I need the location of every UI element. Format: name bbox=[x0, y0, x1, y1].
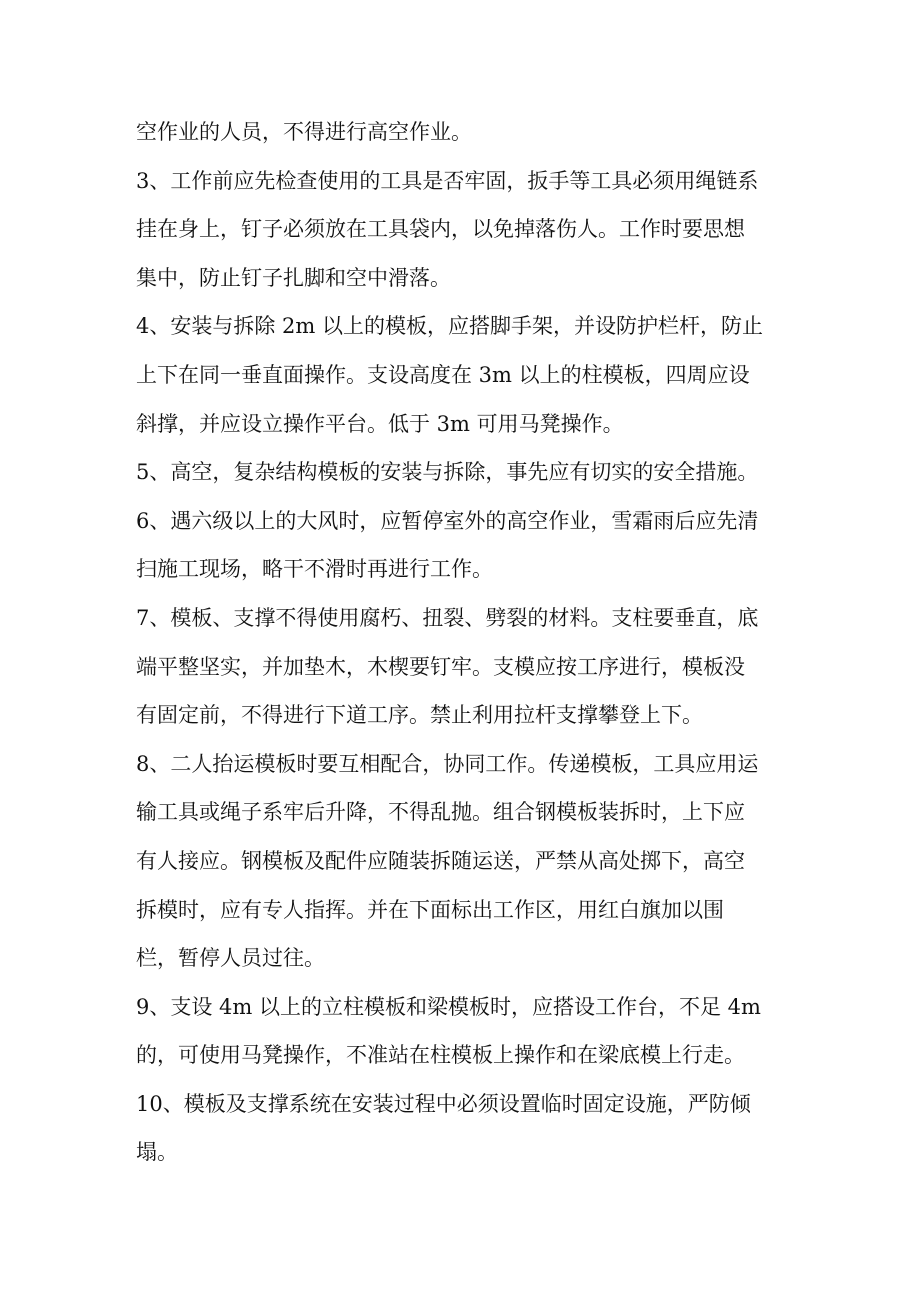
text-line: 3、工作前应先检查使用的工具是否牢固，扳手等工具必须用绳链系 bbox=[136, 168, 759, 193]
text-line: 塌。 bbox=[136, 1140, 178, 1165]
text-line: 拆模时，应有专人指挥。并在下面标出工作区，用红白旗加以围 bbox=[136, 897, 724, 922]
text-line: 8、二人抬运模板时要互相配合，协同工作。传递模板，工具应用运 bbox=[136, 751, 759, 776]
text-line: 集中，防止钉子扎脚和空中滑落。 bbox=[136, 265, 451, 290]
text-line: 空作业的人员，不得进行高空作业。 bbox=[136, 120, 472, 144]
text-line: 挂在身上，钉子必须放在工具袋内，以免掉落伤人。工作时要思想 bbox=[136, 217, 745, 242]
text-line: 端平整坚实，并加垫木，木楔要钉牢。支模应按工序进行，模板没 bbox=[136, 654, 745, 679]
text-line: 有固定前，不得进行下道工序。禁止利用拉杆支撑攀登上下。 bbox=[136, 703, 703, 728]
text-line: 9、支设 4m 以上的立柱模板和梁模板时，应搭设工作台，不足 4m bbox=[136, 994, 761, 1019]
text-line: 6、遇六级以上的大风时，应暂停室外的高空作业，雪霜雨后应先清 bbox=[136, 508, 759, 533]
text-line: 5、高空，复杂结构模板的安装与拆除，事先应有切实的安全措施。 bbox=[136, 460, 759, 485]
text-line: 的，可使用马凳操作，不准站在柱模板上操作和在梁底模上行走。 bbox=[136, 1043, 745, 1068]
text-line: 7、模板、支撑不得使用腐朽、扭裂、劈裂的材料。支柱要垂直，底 bbox=[136, 605, 759, 630]
text-line: 输工具或绳子系牢后升降，不得乱抛。组合钢模板装拆时，上下应 bbox=[136, 800, 745, 825]
text-line: 有人接应。钢模板及配件应随装拆随运送，严禁从高处掷下，高空 bbox=[136, 848, 745, 873]
document-body bbox=[136, 108, 784, 1177]
text-line: 栏，暂停人员过往。 bbox=[136, 946, 325, 971]
text-line: 上下在同一垂直面操作。支设高度在 3m 以上的柱模板，四周应设 bbox=[136, 362, 750, 387]
text-line: 4、安装与拆除 2m 以上的模板，应搭脚手架，并设防护栏杆，防止 bbox=[136, 314, 763, 339]
text-line: 扫施工现场，略干不滑时再进行工作。 bbox=[136, 557, 493, 582]
text-line: 10、模板及支撑系统在安装过程中必须设置临时固定设施，严防倾 bbox=[136, 1091, 751, 1116]
text-line: 斜撑，并应设立操作平台。低于 3m 可用马凳操作。 bbox=[136, 411, 624, 436]
